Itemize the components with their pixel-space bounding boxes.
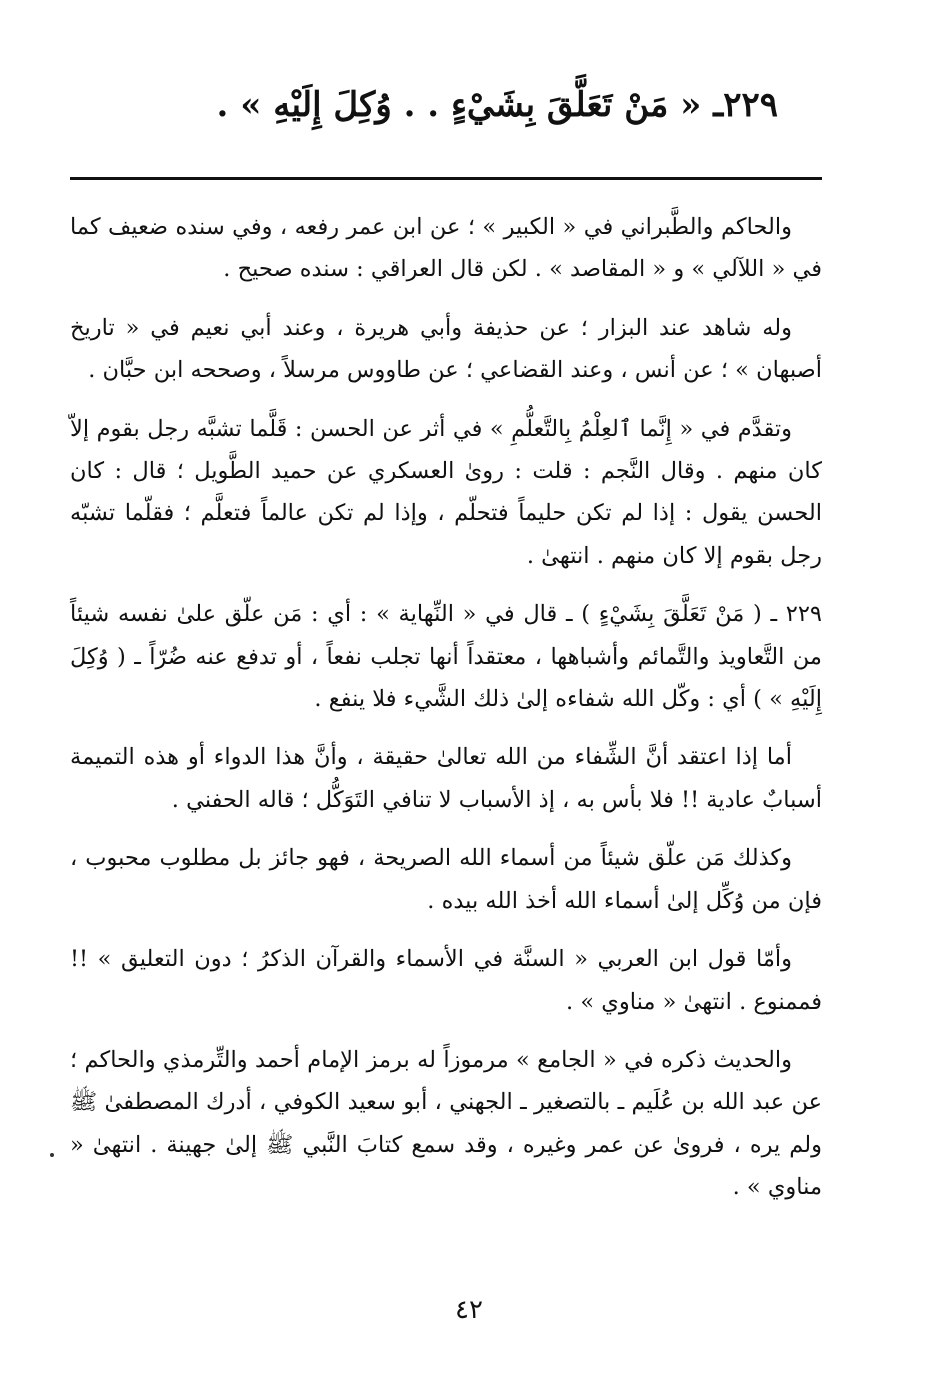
paragraph-shifa-belief: أما إذا اعتقد أنَّ الشِّفاء من الله تعالىٰ حقيقة ، وأنَّ هذا الدواء أو هذه التميمة أسبابٌ عادية !! فلا بأس به ، إذ الأسباب لا تنافي التَوَكُّل ؛ قاله الحفني .	[70, 744, 822, 813]
header-divider	[70, 177, 822, 180]
paragraph-jami-reference: والحديث ذكره في « الجامع » مرموزاً له برمز الإمام أحمد والتِّرمذي والحاكم ؛ عن عبد الله بن عُلَيم ـ بالتصغير ـ الجهني ، أبو سعيد الكوفي ، أدرك المصطفىٰ ﷺ ولم يره ، فروىٰ عن عمر وغيره ، وقد سمع كتابَ النَّبي ﷺ إلىٰ جهينة . انتهىٰ « مناوي » .	[70, 1046, 822, 1201]
paragraph-hadith-229-explanation: ٢٢٩ ـ ( مَنْ تَعَلَّقَ بِشَيْءٍ ) ـ قال في « النِّهاية » : أي : مَن علّق علىٰ نفسه شيئاً من التَّعاويذ والتَّمائم وأشباهها ، معتقداً أنها تجلب نفعاً ، أو تدفع عنه ضُرّاً ـ ( وُكِلَ إِلَيْهِ » ) أي : وكّل الله شفاءه إلىٰ ذلك الشَّيء فلا ينفع .	[70, 601, 822, 713]
commentary-body	[70, 206, 822, 1225]
paragraph-taqaddam: وتقدَّم في « إِنَّما ٱلعِلْمُ بِالتَّعلُّمِ » في أثر عن الحسن : قَلَّما تشبَّه رجل بقوم إلاّ كان منهم . وقال النَّجم : قلت : روىٰ العسكري عن حميد الطَّويل ؛ قال : كان الحسن يقول : إذا لم تكن حليماً فتحلّم ، وإذا لم تكن عالماً فتعلَّم ؛ فقلّما تشبّه رجل بقوم إلا كان منهم . انتهىٰ .	[70, 415, 822, 569]
paragraph-shahid-bazzar: وله شاهد عند البزار ؛ عن حذيفة وأبي هريرة ، وعند أبي نعيم في « تاريخ أصبهان » ؛ عن أنس ، وعند القضاعي ؛ عن طاووس مرسلاً ، وصححه ابن حبَّان .	[70, 314, 822, 384]
paragraph-hakim-tabarani: والحاكم والطَّبراني في « الكبير » ؛ عن ابن عمر رفعه ، وفي سنده ضعيف كما في « اللآلي » و « المقاصد » . لكن قال العراقي : سنده صحيح .	[70, 214, 822, 283]
paragraph-names-of-allah: وكذلك مَن علّق شيئاً من أسماء الله الصريحة ، فهو جائز بل مطلوب محبوب ، فإن من وُكِّل إلىٰ أسماء الله أخذ الله بيده .	[70, 845, 822, 914]
hadith-heading: ٢٢٩ـ « مَنْ تَعَلَّقَ بِشَيْءٍ . . وُكِلَ إِلَيْهِ » .	[216, 85, 778, 125]
margin-dot	[50, 1153, 54, 1157]
paragraph-ibn-arabi: وأمّا قول ابن العربي « السنَّة في الأسماء والقرآن الذكرُ ؛ دون التعليق » !! فممنوع . انتهىٰ « مناوي » .	[70, 946, 822, 1015]
page-number: ٤٢	[455, 1295, 483, 1325]
